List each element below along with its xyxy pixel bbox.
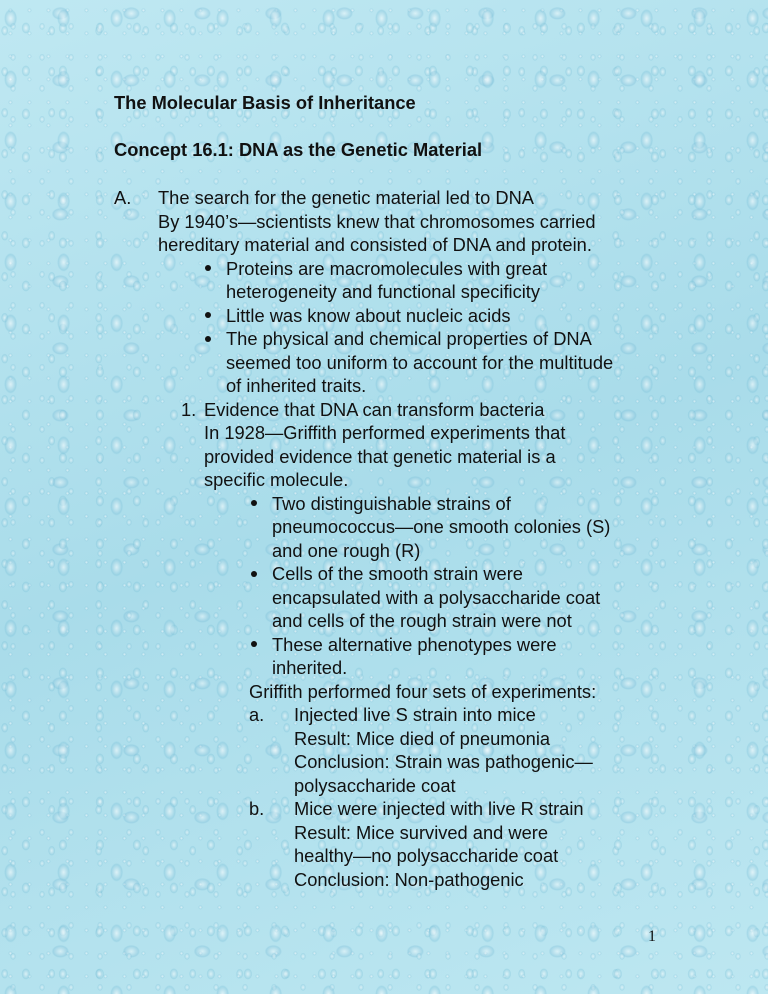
bullet-line: heterogeneity and functional specificity <box>226 281 541 302</box>
experiment-line: healthy—no polysaccharide coat <box>294 845 559 866</box>
experiment-line: Conclusion: Non-pathogenic <box>294 868 524 890</box>
bullet-line: pneumococcus—one smooth colonies (S) <box>272 516 611 537</box>
bullet-icon <box>205 336 211 342</box>
experiment-line: Injected live S strain into mice <box>294 704 536 725</box>
bullet-line: These alternative phenotypes were <box>272 633 557 655</box>
bullet-line: Two distinguishable strains of <box>272 492 511 514</box>
bullet-icon <box>251 571 257 577</box>
experiment-line: Mice were injected with live R strain <box>294 798 584 819</box>
item-1-line: specific molecule. <box>204 469 349 490</box>
bullet-line: seemed too uniform to account for the multitude <box>226 351 614 373</box>
bullet-line: encapsulated with a polysaccharide coat <box>272 586 601 608</box>
experiment-a-marker: a. <box>249 704 265 725</box>
experiment-line: Conclusion: Strain was pathogenic— <box>294 751 593 772</box>
section-a-line: The search for the genetic material led to DNA <box>158 187 534 208</box>
section-a-line: By 1940’s—scientists knew that chromosomes carried <box>158 210 596 232</box>
experiment-line: polysaccharide coat <box>294 774 456 796</box>
experiment-line: Result: Mice survived and were <box>294 821 549 843</box>
section-a-marker: A. <box>114 187 132 208</box>
bullet-icon <box>205 265 211 271</box>
bullet-icon <box>205 312 211 318</box>
bullet-line: Cells of the smooth strain were <box>272 563 523 584</box>
experiment-b-marker: b. <box>249 798 265 819</box>
item-1-line: In 1928—Griffith performed experiments that <box>204 422 566 443</box>
item-1-line: Evidence that DNA can transform bacteria <box>204 398 545 420</box>
bullet-line: inherited. <box>272 657 348 678</box>
bullet-line: Little was know about nucleic acids <box>226 304 511 326</box>
bullet-line: Proteins are macromolecules with great <box>226 257 548 279</box>
bullet-line: and one rough (R) <box>272 539 421 561</box>
page-number: 1 <box>648 928 656 945</box>
bullet-icon <box>251 500 257 506</box>
experiment-line: Result: Mice died of pneumonia <box>294 727 551 749</box>
item-1-marker: 1. <box>181 398 197 420</box>
document-title: The Molecular Basis of Inheritance <box>114 92 416 113</box>
concept-heading: Concept 16.1: DNA as the Genetic Material <box>114 139 483 160</box>
item-1-line: provided evidence that genetic material is a <box>204 445 556 467</box>
bullet-line: and cells of the rough strain were not <box>272 610 572 631</box>
bullet-icon <box>251 641 257 647</box>
bullet-line: The physical and chemical properties of DNA <box>226 328 592 349</box>
bullet-line: of inherited traits. <box>226 375 367 396</box>
experiments-intro: Griffith performed four sets of experiments: <box>249 680 597 702</box>
section-a-line: hereditary material and consisted of DNA and protein. <box>158 234 592 255</box>
